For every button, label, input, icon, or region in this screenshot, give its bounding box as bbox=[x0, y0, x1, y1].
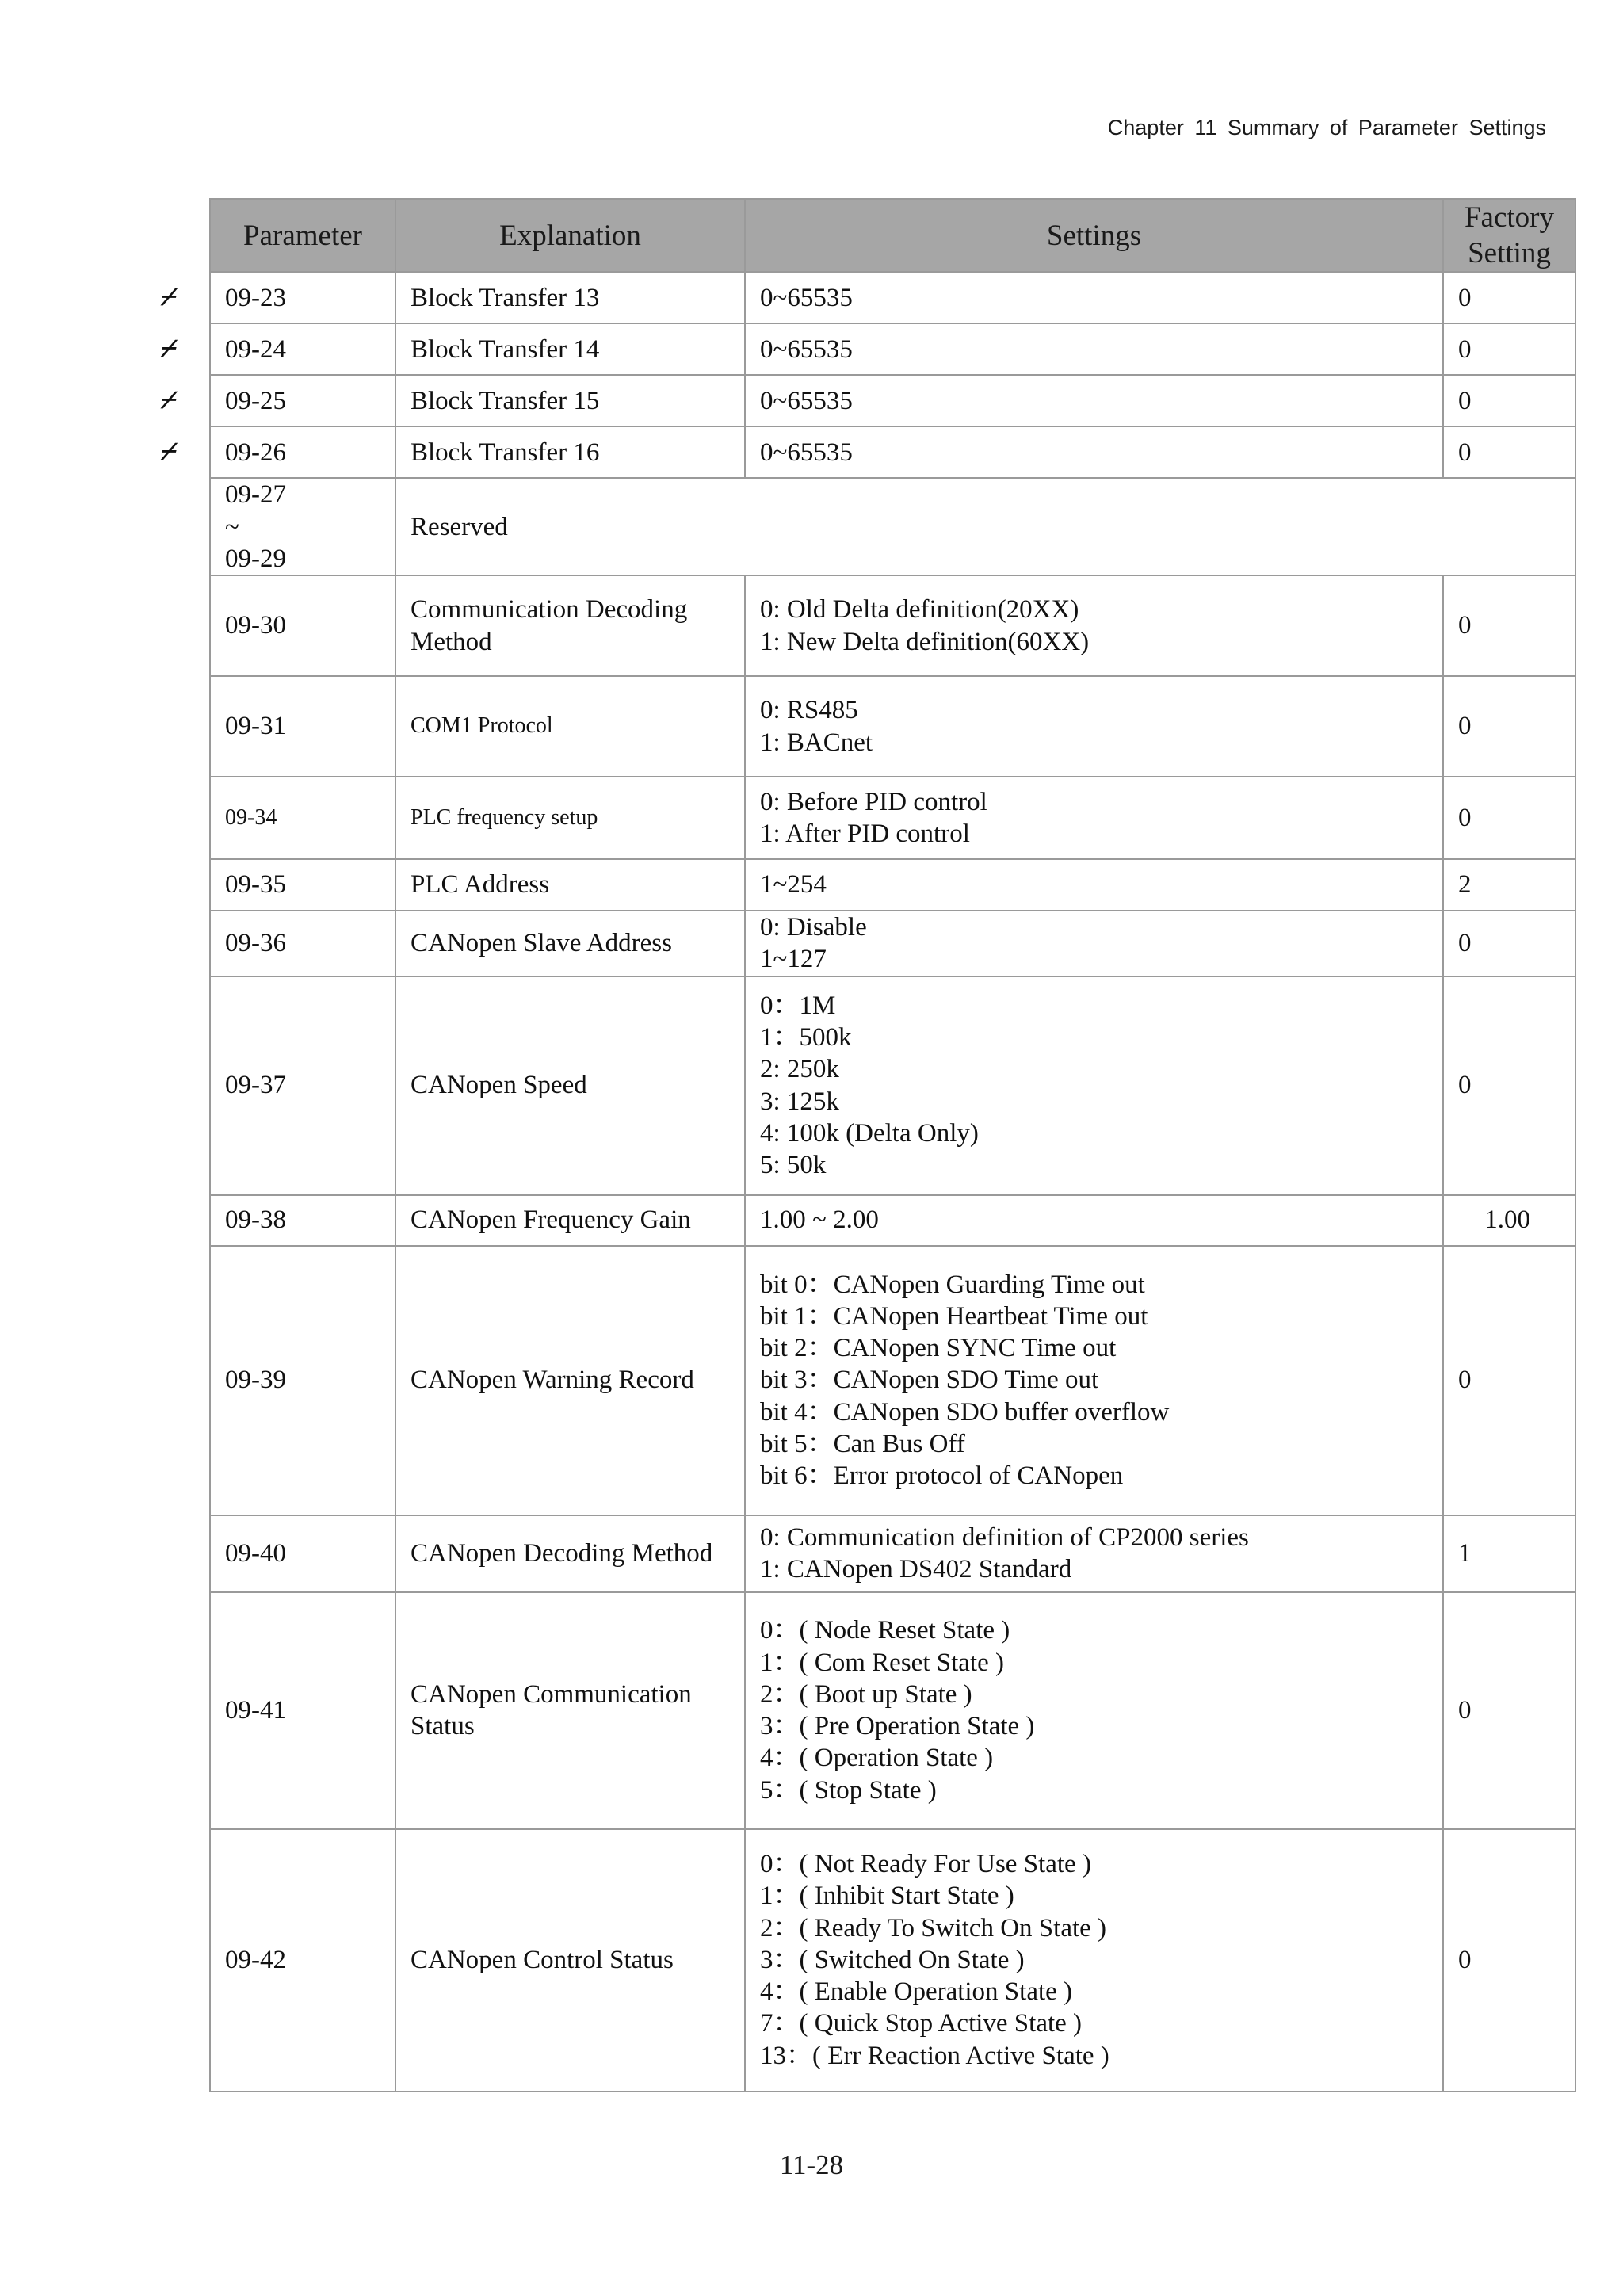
factory-setting: 0 bbox=[1443, 575, 1575, 676]
parameter-table bbox=[160, 198, 1576, 2092]
factory-setting: 0 bbox=[1443, 1246, 1575, 1515]
setting-option: 4：( Operation State ) bbox=[760, 1744, 994, 1773]
parameter-explanation: COM1 Protocol bbox=[395, 676, 745, 777]
setting-option: 3: 125k bbox=[760, 1087, 839, 1116]
parameter-code-line: 09-26 bbox=[225, 437, 286, 467]
column-header-factory-setting: Factory Setting bbox=[1443, 199, 1575, 272]
parameter-code-line: 09-25 bbox=[225, 386, 286, 415]
parameter-code bbox=[210, 777, 395, 859]
parameter-code-line: ~ bbox=[225, 512, 239, 541]
table-row bbox=[210, 976, 1575, 1195]
setting-option: 0~65535 bbox=[760, 386, 853, 415]
parameter-explanation: Block Transfer 14 bbox=[395, 323, 745, 375]
table-body bbox=[160, 272, 1575, 2091]
setting-option: 2：( Boot up State ) bbox=[760, 1679, 972, 1709]
parameter-settings bbox=[745, 1515, 1443, 1592]
parameter-code-line: 09-29 bbox=[225, 544, 286, 573]
factory-setting: 0 bbox=[1443, 426, 1575, 478]
factory-setting: 0 bbox=[1443, 976, 1575, 1195]
parameter-settings bbox=[745, 911, 1443, 976]
parameter-code-line: 09-39 bbox=[225, 1366, 286, 1395]
factory-setting: 0 bbox=[1443, 676, 1575, 777]
parameter-settings bbox=[745, 272, 1443, 323]
parameter-settings bbox=[745, 859, 1443, 911]
runtime-editable-icon: ⌿ bbox=[160, 283, 174, 311]
parameter-explanation: CANopen Warning Record bbox=[395, 1246, 745, 1515]
parameter-explanation: PLC frequency setup bbox=[395, 777, 745, 859]
factory-setting: 0 bbox=[1443, 1829, 1575, 2092]
parameter-code bbox=[210, 478, 395, 575]
setting-option: 7：( Quick Stop Active State ) bbox=[760, 2009, 1083, 2038]
parameter-code bbox=[210, 911, 395, 976]
parameter-explanation: Block Transfer 15 bbox=[395, 375, 745, 426]
parameter-code bbox=[210, 1592, 395, 1829]
factory-setting: 0 bbox=[1443, 777, 1575, 859]
setting-option: bit 6：Error protocol of CANopen bbox=[760, 1461, 1124, 1491]
setting-option: 0: Communication definition of CP2000 series bbox=[760, 1522, 1249, 1552]
table-row bbox=[210, 375, 1575, 426]
setting-option: bit 4：CANopen SDO buffer overflow bbox=[760, 1397, 1170, 1427]
parameter-code bbox=[160, 323, 395, 375]
parameter-settings bbox=[745, 575, 1443, 676]
setting-option: 1: After PID control bbox=[760, 819, 970, 848]
parameter-code bbox=[210, 1515, 395, 1592]
table-row bbox=[210, 1592, 1575, 1829]
parameter-explanation: CANopen Control Status bbox=[395, 1829, 745, 2092]
factory-setting: 2 bbox=[1443, 859, 1575, 911]
factory-setting: 0 bbox=[1443, 272, 1575, 323]
parameter-code-line: 09-27 bbox=[225, 480, 286, 510]
setting-option: 2：( Ready To Switch On State ) bbox=[760, 1913, 1107, 1943]
parameter-code bbox=[210, 676, 395, 777]
parameter-code-line: 09-42 bbox=[225, 1945, 286, 1974]
parameter-settings bbox=[745, 1246, 1443, 1515]
factory-setting: 0 bbox=[1443, 1592, 1575, 1829]
setting-option: 0: Old Delta definition(20XX) bbox=[760, 595, 1079, 625]
parameter-explanation: Block Transfer 16 bbox=[395, 426, 745, 478]
setting-option: bit 1：CANopen Heartbeat Time out bbox=[760, 1301, 1148, 1331]
table-row bbox=[210, 575, 1575, 676]
setting-option: 0: Before PID control bbox=[760, 787, 987, 816]
parameter-explanation: CANopen Slave Address bbox=[395, 911, 745, 976]
parameter-explanation: Reserved bbox=[395, 478, 1575, 575]
factory-setting: 1 bbox=[1443, 1515, 1575, 1592]
parameter-settings bbox=[745, 323, 1443, 375]
parameter-explanation: Block Transfer 13 bbox=[395, 272, 745, 323]
setting-option: 0: RS485 bbox=[760, 696, 858, 725]
setting-option: 1.00 ~ 2.00 bbox=[760, 1205, 879, 1235]
factory-setting: 0 bbox=[1443, 323, 1575, 375]
parameter-code bbox=[210, 1246, 395, 1515]
parameter-code-line: 09-23 bbox=[225, 283, 286, 312]
parameter-settings bbox=[745, 375, 1443, 426]
column-header-parameter: Parameter bbox=[210, 199, 395, 272]
factory-setting: 0 bbox=[1443, 375, 1575, 426]
runtime-editable-icon: ⌿ bbox=[160, 386, 174, 415]
factory-setting: 0 bbox=[1443, 911, 1575, 976]
setting-option: 0: Disable bbox=[760, 913, 867, 942]
parameter-code bbox=[160, 272, 395, 323]
parameter-code-line: 09-34 bbox=[225, 804, 277, 830]
table-row bbox=[210, 272, 1575, 323]
table-row bbox=[210, 777, 1575, 859]
parameter-explanation: CANopen Decoding Method bbox=[395, 1515, 745, 1592]
setting-option: 0：( Node Reset State ) bbox=[760, 1616, 1010, 1645]
setting-option: 1~127 bbox=[760, 945, 827, 974]
parameter-code-line: 09-38 bbox=[225, 1205, 286, 1235]
setting-option: 1~254 bbox=[760, 870, 827, 900]
table-row bbox=[210, 478, 1575, 575]
parameter-explanation: CANopen Communication Status bbox=[395, 1592, 745, 1829]
table-header-row bbox=[210, 199, 1575, 272]
parameter-code-line: 09-35 bbox=[225, 870, 286, 900]
setting-option: 0~65535 bbox=[760, 283, 853, 312]
factory-setting: 1.00 bbox=[1443, 1195, 1575, 1246]
setting-option: 1：500k bbox=[760, 1023, 852, 1052]
table-row bbox=[210, 859, 1575, 911]
parameter-explanation: CANopen Speed bbox=[395, 976, 745, 1195]
parameter-settings bbox=[745, 1829, 1443, 2092]
parameter-settings bbox=[745, 1195, 1443, 1246]
parameter-explanation: Communication Decoding Method bbox=[395, 575, 745, 676]
parameter-code-line: 09-24 bbox=[225, 334, 286, 364]
setting-option: 1: New Delta definition(60XX) bbox=[760, 627, 1090, 656]
table-row bbox=[210, 676, 1575, 777]
parameter-explanation: CANopen Frequency Gain bbox=[395, 1195, 745, 1246]
parameter-code-line: 09-30 bbox=[225, 611, 286, 640]
setting-option: 5：( Stop State ) bbox=[760, 1775, 937, 1805]
page-number: 11-28 bbox=[779, 2149, 844, 2180]
setting-option: 5: 50k bbox=[760, 1151, 827, 1179]
parameter-code bbox=[210, 1195, 395, 1246]
parameter-code bbox=[210, 1829, 395, 2092]
parameter-settings bbox=[745, 976, 1443, 1195]
setting-option: 0：( Not Ready For Use State ) bbox=[760, 1850, 1091, 1879]
runtime-editable-icon: ⌿ bbox=[160, 334, 174, 363]
setting-option: 0~65535 bbox=[760, 334, 853, 364]
setting-option: 1: BACnet bbox=[760, 728, 873, 757]
setting-option: 4：( Enable Operation State ) bbox=[760, 1977, 1073, 2007]
setting-option: 13：( Err Reaction Active State ) bbox=[760, 2041, 1109, 2070]
parameter-code bbox=[160, 426, 395, 478]
parameter-code-line: 09-41 bbox=[225, 1695, 286, 1725]
parameter-code bbox=[210, 575, 395, 676]
setting-option: bit 2：CANopen SYNC Time out bbox=[760, 1334, 1117, 1363]
parameter-code-line: 09-36 bbox=[225, 929, 286, 958]
setting-option: bit 5：Can Bus Off bbox=[760, 1429, 965, 1458]
setting-option: 1：( Com Reset State ) bbox=[760, 1648, 1004, 1677]
parameter-settings bbox=[745, 777, 1443, 859]
setting-option: 0：1M bbox=[760, 991, 836, 1020]
parameter-settings bbox=[745, 676, 1443, 777]
parameter-code bbox=[210, 859, 395, 911]
column-header-settings: Settings bbox=[745, 199, 1443, 272]
table-row bbox=[210, 323, 1575, 375]
setting-option: 1: CANopen DS402 Standard bbox=[760, 1555, 1072, 1584]
column-header-explanation: Explanation bbox=[395, 199, 745, 272]
setting-option: bit 3：CANopen SDO Time out bbox=[760, 1366, 1099, 1395]
parameter-settings bbox=[745, 426, 1443, 478]
runtime-editable-icon: ⌿ bbox=[160, 437, 174, 466]
setting-option: 3：( Switched On State ) bbox=[760, 1945, 1025, 1974]
parameter-code-line: 09-40 bbox=[225, 1538, 286, 1568]
parameter-code bbox=[210, 976, 395, 1195]
parameter-code-line: 09-37 bbox=[225, 1071, 286, 1100]
table-row bbox=[210, 1195, 1575, 1246]
chapter-header: Chapter 11 Summary of Parameter Settings bbox=[1107, 116, 1546, 139]
table-row bbox=[210, 1515, 1575, 1592]
setting-option: 2: 250k bbox=[760, 1055, 839, 1084]
table-row bbox=[210, 1829, 1575, 2092]
setting-option: 0~65535 bbox=[760, 437, 853, 467]
table-row bbox=[210, 426, 1575, 478]
parameter-settings bbox=[745, 1592, 1443, 1829]
setting-option: 3：( Pre Operation State ) bbox=[760, 1712, 1035, 1740]
setting-option: 1：( Inhibit Start State ) bbox=[760, 1881, 1014, 1911]
table-row bbox=[210, 1246, 1575, 1515]
setting-option: bit 0：CANopen Guarding Time out bbox=[760, 1270, 1145, 1299]
parameter-explanation: PLC Address bbox=[395, 859, 745, 911]
parameter-code-line: 09-31 bbox=[225, 712, 286, 741]
table-row bbox=[210, 911, 1575, 976]
parameter-code bbox=[160, 375, 395, 426]
setting-option: 4: 100k (Delta Only) bbox=[760, 1118, 979, 1148]
